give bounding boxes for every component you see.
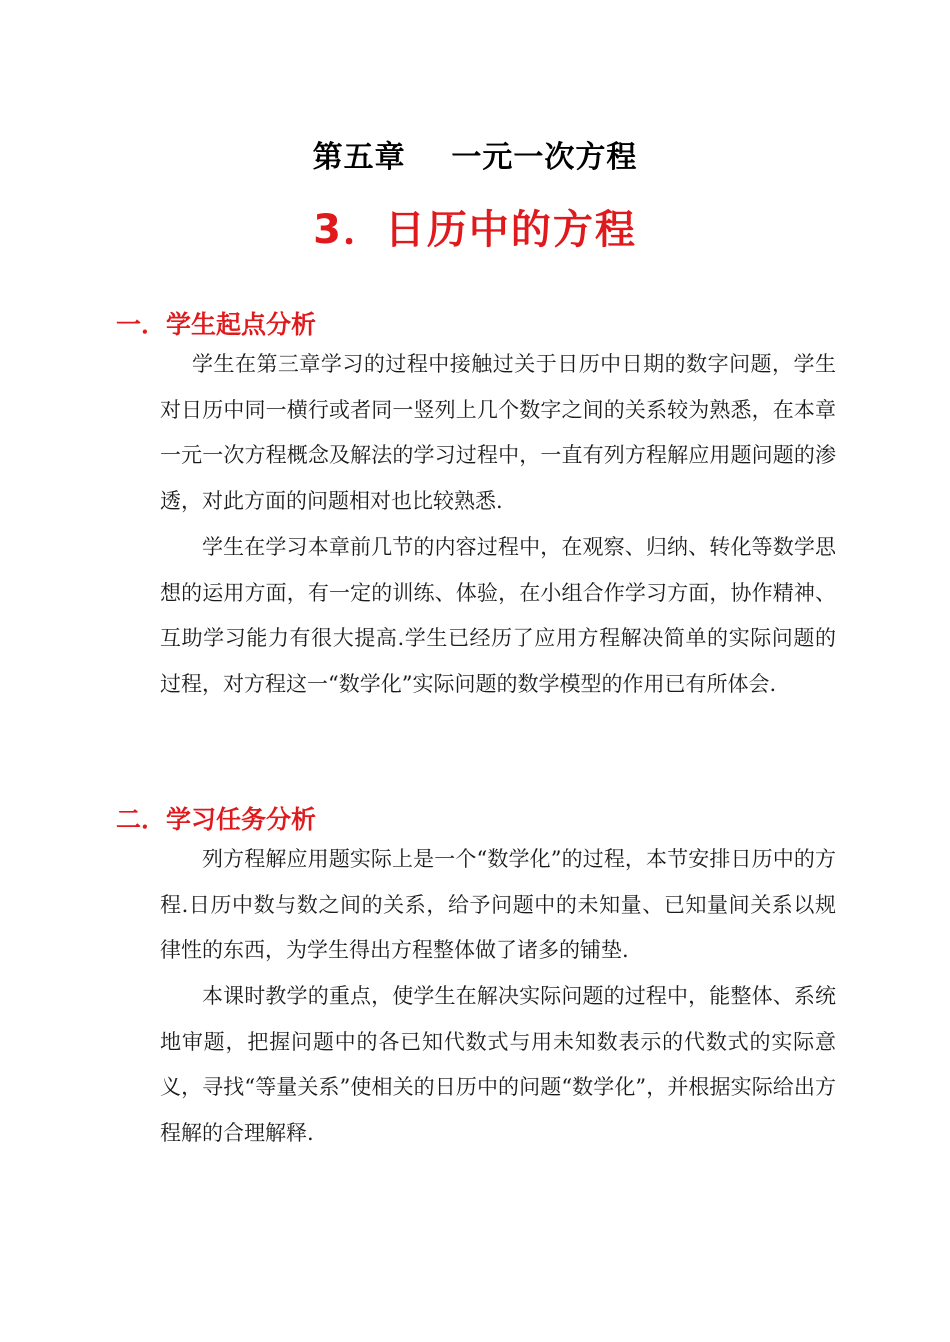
paragraph: 列方程解应用题实际上是一个“数学化”的过程，本节安排日历中的方程.日历中数与数之间的关系，给予问题中的未知量、已知量间关系以规律性的东西，为学生得出方程整体做了诸多的铺垫. xyxy=(160,847,836,963)
paragraph: 学生在学习本章前几节的内容过程中，在观察、归纳、转化等数学思想的运用方面，有一定的训练、体验，在小组合作学习方面，协作精神、互助学习能力有很大提高.学生已经历了应用方程解决简单的实际问题的过程，对方程这一“数学化”实际问题的数学模型的作用已有所体会. xyxy=(160,535,836,696)
lesson-title: 3．日历中的方程 xyxy=(313,207,637,253)
paragraph: 学生在第三章学习的过程中接触过关于日历中日期的数字问题，学生对日历中同一横行或者同一竖列上几个数字之间的关系较为熟悉，在本章一元一次方程概念及解法的学习过程中，一直有列方程解应用题问题的渗透，对此方面的问题相对也比较熟悉. xyxy=(160,352,836,513)
chapter-title: 第五章 一元一次方程 xyxy=(312,140,638,175)
paragraph: 本课时教学的重点，使学生在解决实际问题的过程中，能整体、系统地审题，把握问题中的各已知代数式与用未知数表示的代数式的实际意义，寻找“等量关系”使相关的日历中的问题“数学化”，并根据实际给出方程解的合理解释. xyxy=(160,984,836,1145)
section-heading-student-analysis: 一．学生起点分析 xyxy=(116,310,317,339)
section-heading-task-analysis: 二．学习任务分析 xyxy=(116,805,317,834)
